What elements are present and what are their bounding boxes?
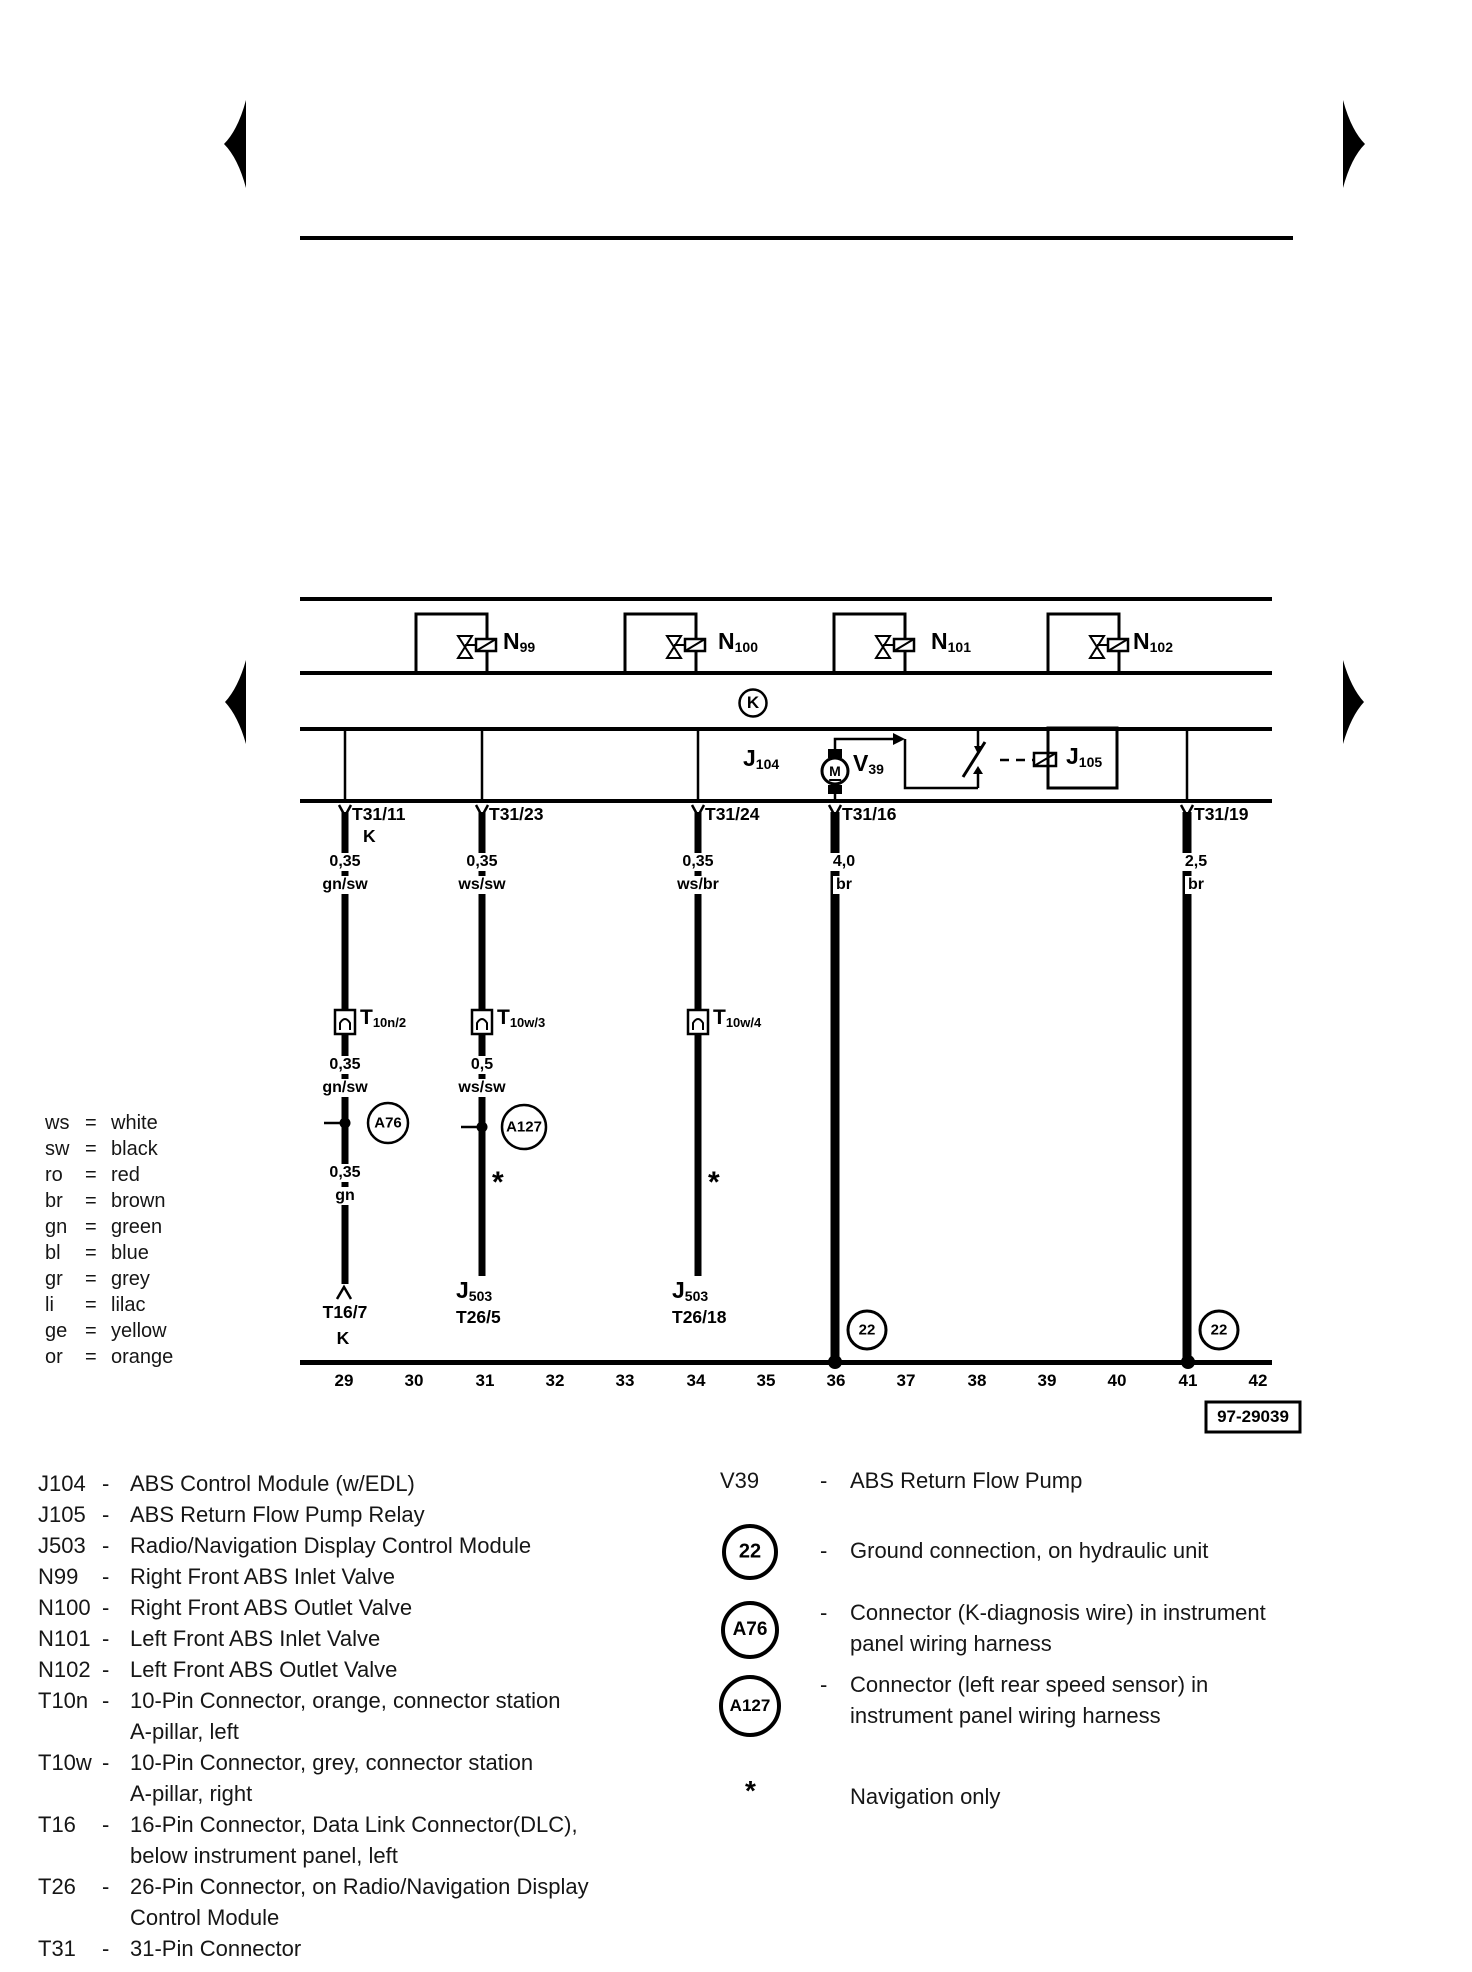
legend-dash: - <box>820 1600 828 1625</box>
legend-a127-symbol: A127 <box>729 1696 771 1715</box>
wire3-end-pin: T26/18 <box>672 1307 727 1327</box>
connector-t10w4-icon <box>688 1010 708 1034</box>
component-legend-left <box>38 1468 738 1964</box>
legend-item: T26 - 26-Pin Connector, on Radio/Navigation Display Control Module <box>38 1874 589 1930</box>
valve-symbols <box>458 636 1128 658</box>
valve-symbol-n101-icon <box>876 636 914 658</box>
legend-item: T16 - 16-Pin Connector, Data Link Connector(DLC), below instrument panel, left <box>38 1812 578 1868</box>
wire4-gauge: 4,0 <box>830 853 858 871</box>
color-row: li = lilac <box>45 1294 146 1316</box>
wire3-connector-label: T10w/4 <box>713 1006 762 1030</box>
wire1-gauge3: 0,35 <box>326 1164 363 1182</box>
wire1-color2: gn/sw <box>319 1079 370 1097</box>
legend-item: T10n - 10-Pin Connector, orange, connector station A-pillar, left <box>38 1688 561 1744</box>
terminal-arrowheads <box>339 805 1193 816</box>
label-j105: J105 <box>1066 743 1103 770</box>
wire3-end-component: J503 <box>672 1277 709 1304</box>
legend-star-text: Navigation only <box>850 1784 1001 1809</box>
legend-item: N102 - Left Front ABS Outlet Valve <box>38 1657 398 1682</box>
legend-item: N99 - Right Front ABS Inlet Valve <box>38 1564 395 1589</box>
label-n100: N100 <box>718 628 758 655</box>
color-row: gr = grey <box>45 1268 150 1290</box>
wire2-pin: T31/23 <box>489 804 544 824</box>
color-row: or = orange <box>45 1346 174 1368</box>
track-42: 42 <box>1248 1371 1268 1390</box>
track-36: 36 <box>826 1371 846 1390</box>
legend-item: T31 - 31-Pin Connector <box>38 1936 302 1961</box>
wire1-pin-note: K <box>363 826 376 846</box>
track-33: 33 <box>615 1371 635 1390</box>
wire2-connector-label: T10w/3 <box>497 1006 546 1030</box>
wire1-end-note: K <box>336 1328 350 1348</box>
page-next-arrow-mid-icon[interactable] <box>1343 660 1364 744</box>
wire1-gauge: 0,35 <box>326 853 363 871</box>
wire5-color: br <box>1185 876 1207 894</box>
track-31: 31 <box>475 1371 495 1390</box>
k-wire-end-chevron-icon <box>337 1287 351 1299</box>
legend-dash: - <box>820 1672 828 1697</box>
label-motor-m: M <box>829 763 841 779</box>
wire3-pin: T31/24 <box>705 804 760 824</box>
legend-item: N100 - Right Front ABS Outlet Valve <box>38 1595 413 1620</box>
wire2-end-pin: T26/5 <box>456 1307 501 1327</box>
legend-a76-text1: Connector (K-diagnosis wire) in instrument <box>850 1600 1266 1625</box>
track-38: 38 <box>967 1371 987 1390</box>
label-j104: J104 <box>743 745 780 772</box>
wire4-color: br <box>833 876 855 894</box>
page-prev-arrow-mid-icon[interactable] <box>225 660 246 744</box>
label-k-bus: K <box>746 693 760 712</box>
color-row: ws = white <box>45 1112 158 1134</box>
legend-v39-text: ABS Return Flow Pump <box>850 1468 1083 1493</box>
track-35: 35 <box>756 1371 776 1390</box>
wire5-pin: T31/19 <box>1194 804 1249 824</box>
wire1-end-pin: T16/7 <box>322 1302 368 1322</box>
track-37: 37 <box>896 1371 916 1390</box>
wire1-gauge2: 0,35 <box>326 1056 363 1074</box>
legend-a76-text2: panel wiring harness <box>850 1631 1052 1656</box>
wire2-gauge: 0,35 <box>463 853 500 871</box>
wire3-star: * <box>708 1166 720 1199</box>
legend-dash: - <box>820 1468 828 1493</box>
legend-v39-code: V39 <box>720 1468 760 1493</box>
wire2-splice-a127: A127 <box>506 1118 542 1136</box>
wire5-ground-22: 22 <box>1210 1321 1228 1339</box>
color-row: br = brown <box>45 1190 166 1212</box>
legend-dash: - <box>820 1538 828 1563</box>
track-40: 40 <box>1107 1371 1127 1390</box>
wire5-gauge: 2,5 <box>1182 853 1210 871</box>
wire1-splice-a76: A76 <box>374 1114 402 1132</box>
valve-symbol-n102-icon <box>1090 636 1128 658</box>
bus-lines <box>300 597 1272 803</box>
diagram-number: 97-29039 <box>1217 1407 1289 1426</box>
legend-ground-text: Ground connection, on hydraulic unit <box>850 1538 1209 1563</box>
legend-item: J105 - ABS Return Flow Pump Relay <box>38 1502 425 1527</box>
wire2-gauge2: 0,5 <box>468 1056 496 1074</box>
page-next-arrow-top-icon[interactable] <box>1343 100 1365 188</box>
legend-a127-text1: Connector (left rear speed sensor) in <box>850 1672 1209 1697</box>
wire1-pin: T31/11 <box>352 804 406 824</box>
legend-star-symbol: * <box>745 1775 756 1806</box>
legend-item: J503 - Radio/Navigation Display Control Module <box>38 1533 532 1558</box>
valve-symbol-n99-icon <box>458 636 496 658</box>
legend-item: N101 - Left Front ABS Inlet Valve <box>38 1626 381 1651</box>
label-n101: N101 <box>931 628 971 655</box>
wire-color-legend <box>45 1110 173 1370</box>
wire4-pin: T31/16 <box>842 804 897 824</box>
wire2-color2: ws/sw <box>455 1079 508 1097</box>
color-row: gn = green <box>45 1216 163 1238</box>
legend-a127-text2: instrument panel wiring harness <box>850 1703 1161 1728</box>
valve-symbol-n100-icon <box>667 636 705 658</box>
page-prev-arrow-top-icon[interactable] <box>224 100 246 188</box>
wire4-ground-22: 22 <box>858 1321 876 1339</box>
track-41: 41 <box>1178 1371 1198 1390</box>
track-29: 29 <box>334 1371 354 1390</box>
wire3-gauge: 0,35 <box>679 853 716 871</box>
color-row: bl = blue <box>45 1242 149 1264</box>
color-row: ge = yellow <box>45 1320 167 1342</box>
legend-a76-symbol: A76 <box>732 1619 768 1640</box>
label-n99: N99 <box>503 628 536 655</box>
label-n102: N102 <box>1133 628 1173 655</box>
wire3-color: ws/br <box>674 876 722 894</box>
ground-rail <box>300 1311 1272 1369</box>
wire1-color: gn/sw <box>319 876 370 894</box>
label-v39: V39 <box>853 750 884 777</box>
wire2-color: ws/sw <box>455 876 508 894</box>
legend-ground-symbol: 22 <box>738 1540 762 1563</box>
color-row: sw = black <box>45 1138 158 1160</box>
connector-t10n2-icon <box>335 1010 355 1034</box>
track-30: 30 <box>404 1371 424 1390</box>
wire2-end-component: J503 <box>456 1277 493 1304</box>
track-39: 39 <box>1037 1371 1057 1390</box>
track-32: 32 <box>545 1371 565 1390</box>
wire1-color3: gn <box>332 1187 358 1205</box>
color-row: ro = red <box>45 1164 140 1186</box>
header-rule <box>300 236 1293 240</box>
wire2-star: * <box>492 1166 504 1199</box>
wire1-connector-label: T10n/2 <box>360 1006 407 1030</box>
legend-item: J104 - ABS Control Module (w/EDL) <box>38 1471 415 1496</box>
connector-t10w3-icon <box>472 1010 492 1034</box>
legend-item: T10w - 10-Pin Connector, grey, connector station A-pillar, right <box>38 1750 534 1806</box>
track-34: 34 <box>686 1371 706 1390</box>
